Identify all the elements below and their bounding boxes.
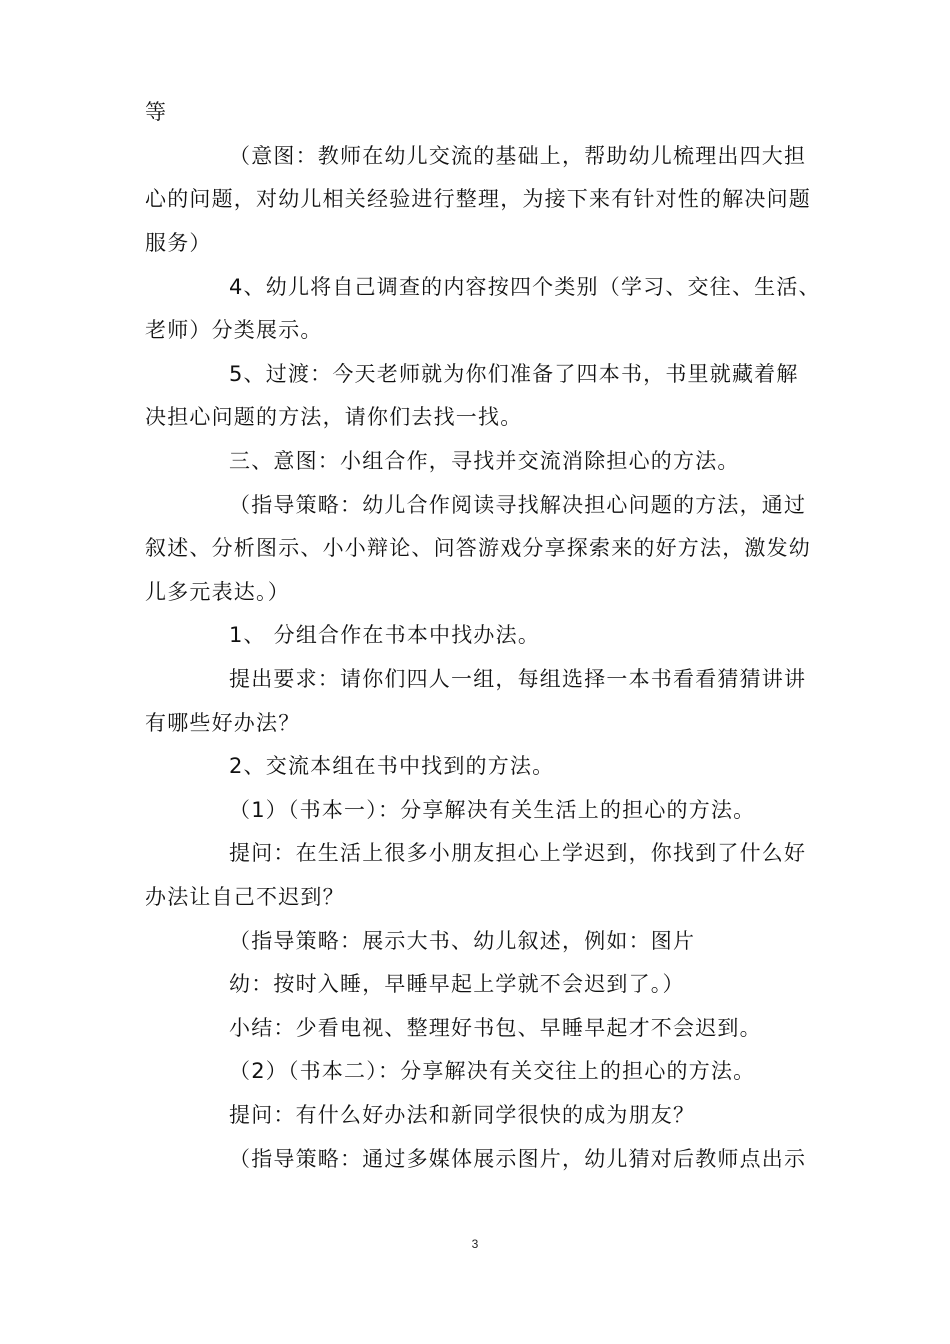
page-number: 3 [471, 1237, 479, 1251]
text-line: （指导策略：通过多媒体展示图片，幼儿猜对后教师点出示 [229, 1147, 807, 1171]
text-line: 有哪些好办法？ [145, 711, 301, 735]
text-line: （意图：教师在幼儿交流的基础上，帮助幼儿梳理出四大担 [229, 144, 807, 168]
text-line: （指导策略：展示大书、幼儿叙述，例如：图片 [229, 929, 696, 953]
text-line: 小结：少看电视、整理好书包、早睡早起才不会迟到。 [229, 1016, 762, 1040]
text-line: 等 [145, 100, 168, 124]
text-line: 提问：有什么好办法和新同学很快的成为朋友？ [229, 1103, 696, 1127]
text-line: 2、交流本组在书中找到的方法。 [229, 754, 555, 778]
text-line: （1）（书本一）：分享解决有关生活上的担心的方法。 [229, 798, 756, 822]
text-line: 4、幼儿将自己调查的内容按四个类别（学习、交往、生活、 [229, 275, 821, 299]
text-line: 1、 分组合作在书本中找办法。 [229, 623, 541, 647]
text-line: 三、意图：小组合作，寻找并交流消除担心的方法。 [229, 449, 740, 473]
text-line: 提问：在生活上很多小朋友担心上学迟到，你找到了什么好 [229, 841, 807, 865]
text-line: 服务） [145, 231, 212, 255]
text-line: 儿多元表达。） [145, 580, 290, 604]
text-line: 提出要求：请你们四人一组，每组选择一本书看看猜猜讲讲 [229, 667, 807, 691]
text-line: （2）（书本二）：分享解决有关交往上的担心的方法。 [229, 1059, 756, 1083]
text-line: 叙述、分析图示、小小辩论、问答游戏分享探索来的好方法，激发幼 [145, 536, 811, 560]
text-line: 决担心问题的方法，请你们去找一找。 [145, 405, 523, 429]
text-line: 老师）分类展示。 [145, 318, 323, 342]
text-line: 5、过渡：今天老师就为你们准备了四本书，书里就藏着解 [229, 362, 799, 386]
text-line: （指导策略：幼儿合作阅读寻找解决担心问题的方法，通过 [229, 493, 807, 517]
text-line: 心的问题，对幼儿相关经验进行整理，为接下来有针对性的解决问题 [145, 187, 811, 211]
text-line: 幼：按时入睡，早睡早起上学就不会迟到了。） [229, 972, 685, 996]
text-line: 办法让自己不迟到？ [145, 885, 345, 909]
